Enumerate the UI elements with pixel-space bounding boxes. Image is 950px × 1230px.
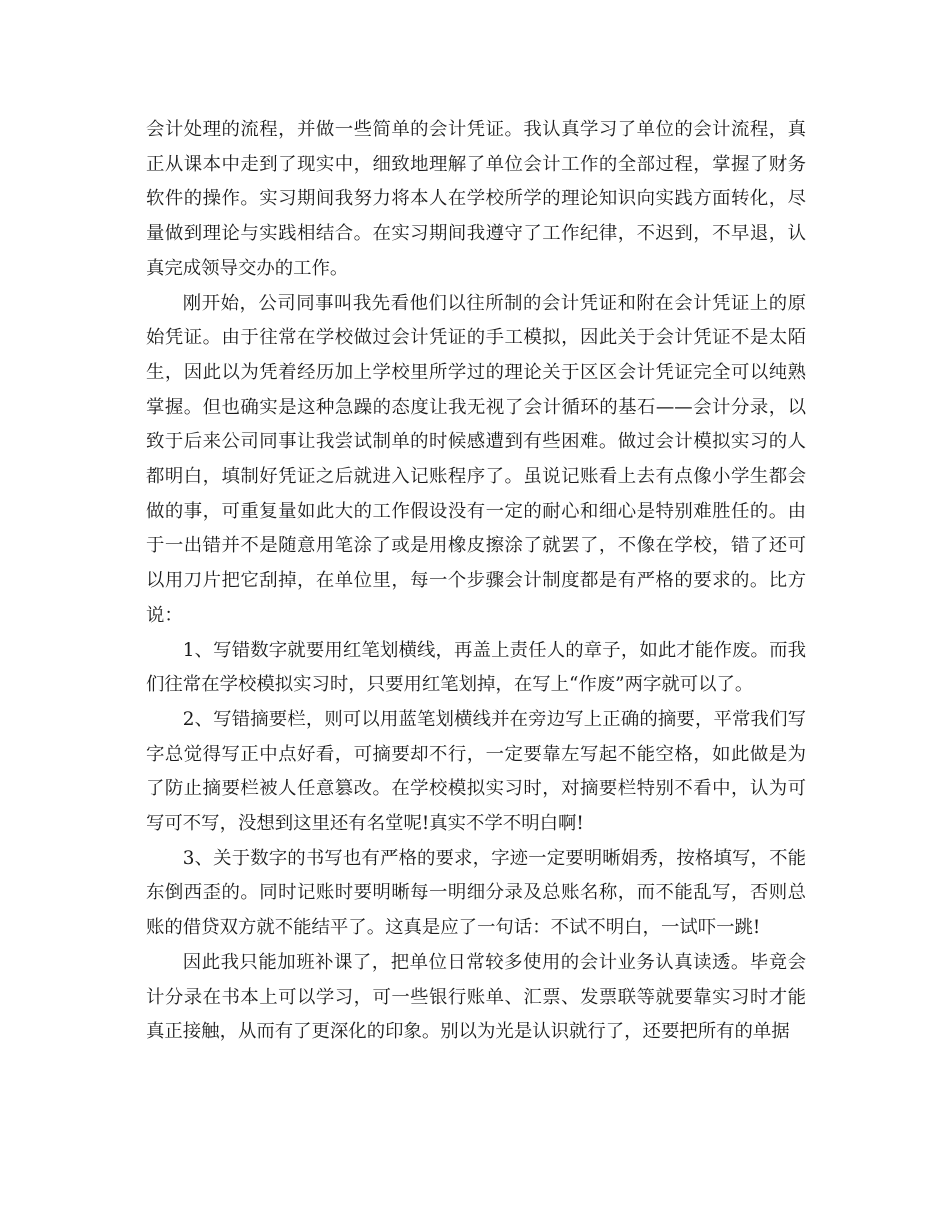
- paragraph-1: 会计处理的流程，并做一些简单的会计凭证。我认真学习了单位的会计流程，真正从课本中走到了现实中，细致地理解了单位会计工作的全部过程，掌握了财务软件的操作。实习期间我努力将本人在学校所学的理论知识向实践方面转化，尽量做到理论与实践相结合。在实习期间我遵守了工作纪律，不迟到，不早退，认真完成领导交办的工作。: [146, 119, 806, 279]
- paragraph-4: 2、写错摘要栏，则可以用蓝笔划横线并在旁边写上正确的摘要，平常我们写字总觉得写正中点好看，可摘要却不行，一定要靠左写起不能空格，如此做是为了防止摘要栏被人任意篡改。在学校模拟实习时，对摘要栏特别不看中，认为可写可不写，没想到这里还有名堂呢!真实不学不明白啊!: [146, 708, 806, 835]
- paragraph-3: 1、写错数字就要用红笔划横线，再盖上责任人的章子，如此才能作废。而我们往常在学校模拟实习时，只要用红笔划掉，在写上“作废”两字就可以了。: [146, 639, 806, 696]
- paragraph-2: 刚开始，公司同事叫我先看他们以往所制的会计凭证和附在会计凭证上的原始凭证。由于往常在学校做过会计凭证的手工模拟，因此关于会计凭证不是太陌生，因此以为凭着经历加上学校里所学过的理论关于区区会计凭证完全可以纯熟掌握。但也确实是这种急躁的态度让我无视了会计循环的基石——会计分录，以致于后来公司同事让我尝试制单的时候感遭到有些困难。做过会计模拟实习的人都明白，填制好凭证之后就进入记账程序了。虽说记账看上去有点像小学生都会做的事，可重复量如此大的工作假设没有一定的耐心和细心是特别难胜任的。由于一出错并不是随意用笔涂了或是用橡皮擦涂了就罢了，不像在学校，错了还可以用刀片把它刮掉，在单位里，每一个步骤会计制度都是有严格的要求的。比方说：: [146, 292, 806, 626]
- paragraph-5: 3、关于数字的书写也有严格的要求，字迹一定要明晰娟秀，按格填写，不能东倒西歪的。同时记账时要明晰每一明细分录及总账名称，而不能乱写，否则总账的借贷双方就不能结平了。这真是应了一句话：不试不明白，一试吓一跳!: [146, 847, 806, 939]
- paragraph-6: 因此我只能加班补课了，把单位日常较多使用的会计业务认真读透。毕竟会计分录在书本上可以学习，可一些银行账单、汇票、发票联等就要靠实习时才能真正接触，从而有了更深化的印象。别以为光是认识就行了，还要把所有的单据: [146, 951, 806, 1043]
- body-text: [146, 113, 806, 1050]
